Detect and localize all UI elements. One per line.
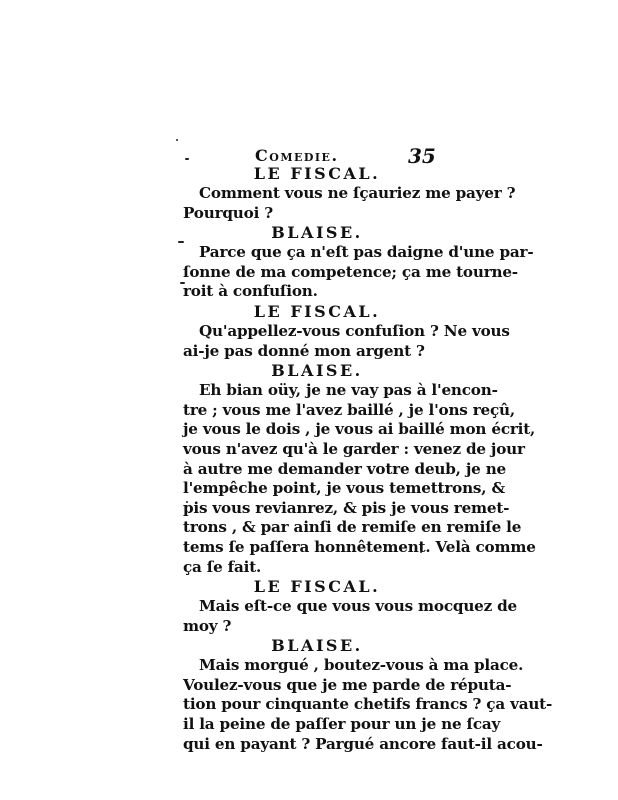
text-line: tre ; vous me l'avez baillé , je l'ons reçû,	[183, 400, 515, 419]
text-line: Voulez-vous que je me parde de réputa-	[183, 675, 512, 694]
text-line: ſonne de ma competence; ça me tourne-	[183, 262, 518, 281]
text-line: il la peine de paſſer pour un je ne ſcay	[183, 715, 501, 734]
text-line: moy ?	[183, 616, 232, 635]
ink-speck	[185, 158, 189, 160]
text-line: Mais morgué , boutez-vous à ma place.	[199, 656, 524, 675]
text-line: Qu'appellez-vous confuſion ? Ne vous	[199, 321, 510, 340]
text-line: ça ſe fait.	[183, 557, 262, 576]
running-title: Comedie.	[255, 146, 339, 165]
text-line: vous n'avez qu'à le garder : venez de jour	[183, 439, 525, 458]
text-line: tems ſe paſſera honnêtement. Velà comme	[183, 537, 536, 556]
text-line: Pourquoi ?	[183, 203, 273, 222]
text-line: Parce que ça n'eſt pas daigne d'une par-	[199, 243, 534, 262]
play-text	[183, 164, 553, 754]
text-line: à autre me demander votre deub, je ne	[183, 459, 506, 478]
text-line: ai-je pas donné mon argent ?	[183, 341, 425, 360]
text-line: qui en payant ? Pargué ancore faut-il acou-	[183, 734, 543, 753]
speaker-heading: LE FISCAL.	[253, 164, 381, 183]
speaker-heading: BLAISE.	[271, 223, 363, 243]
page-number: 35	[408, 144, 436, 168]
text-line: je vous le dois , je vous ai baillé mon écrit,	[183, 420, 536, 439]
text-line: Comment vous ne ſçauriez me payer ?	[199, 184, 516, 202]
speaker-heading: BLAISE.	[271, 361, 363, 381]
text-line: trons , & par ainſi de remiſe en remiſe le	[183, 518, 522, 537]
text-line: Eh bian oüy, je ne vay pas à l'encon-	[199, 381, 498, 400]
speaker-heading: LE FISCAL.	[253, 577, 381, 597]
text-line: Mais eſt-ce que vous vous mocquez de	[199, 597, 518, 616]
speaker-heading: LE FISCAL.	[253, 301, 381, 321]
ink-speck	[176, 139, 178, 141]
text-line: l'empêche point, je vous temettrons, &	[183, 479, 505, 498]
speaker-heading: BLAISE.	[271, 636, 363, 656]
text-line: pis vous revianrez, & pis je vous remet-	[183, 498, 510, 517]
text-line: roit à confuſion.	[183, 282, 318, 301]
text-line: tion pour cinquante chetifs francs ? ça vaut-	[183, 695, 553, 714]
